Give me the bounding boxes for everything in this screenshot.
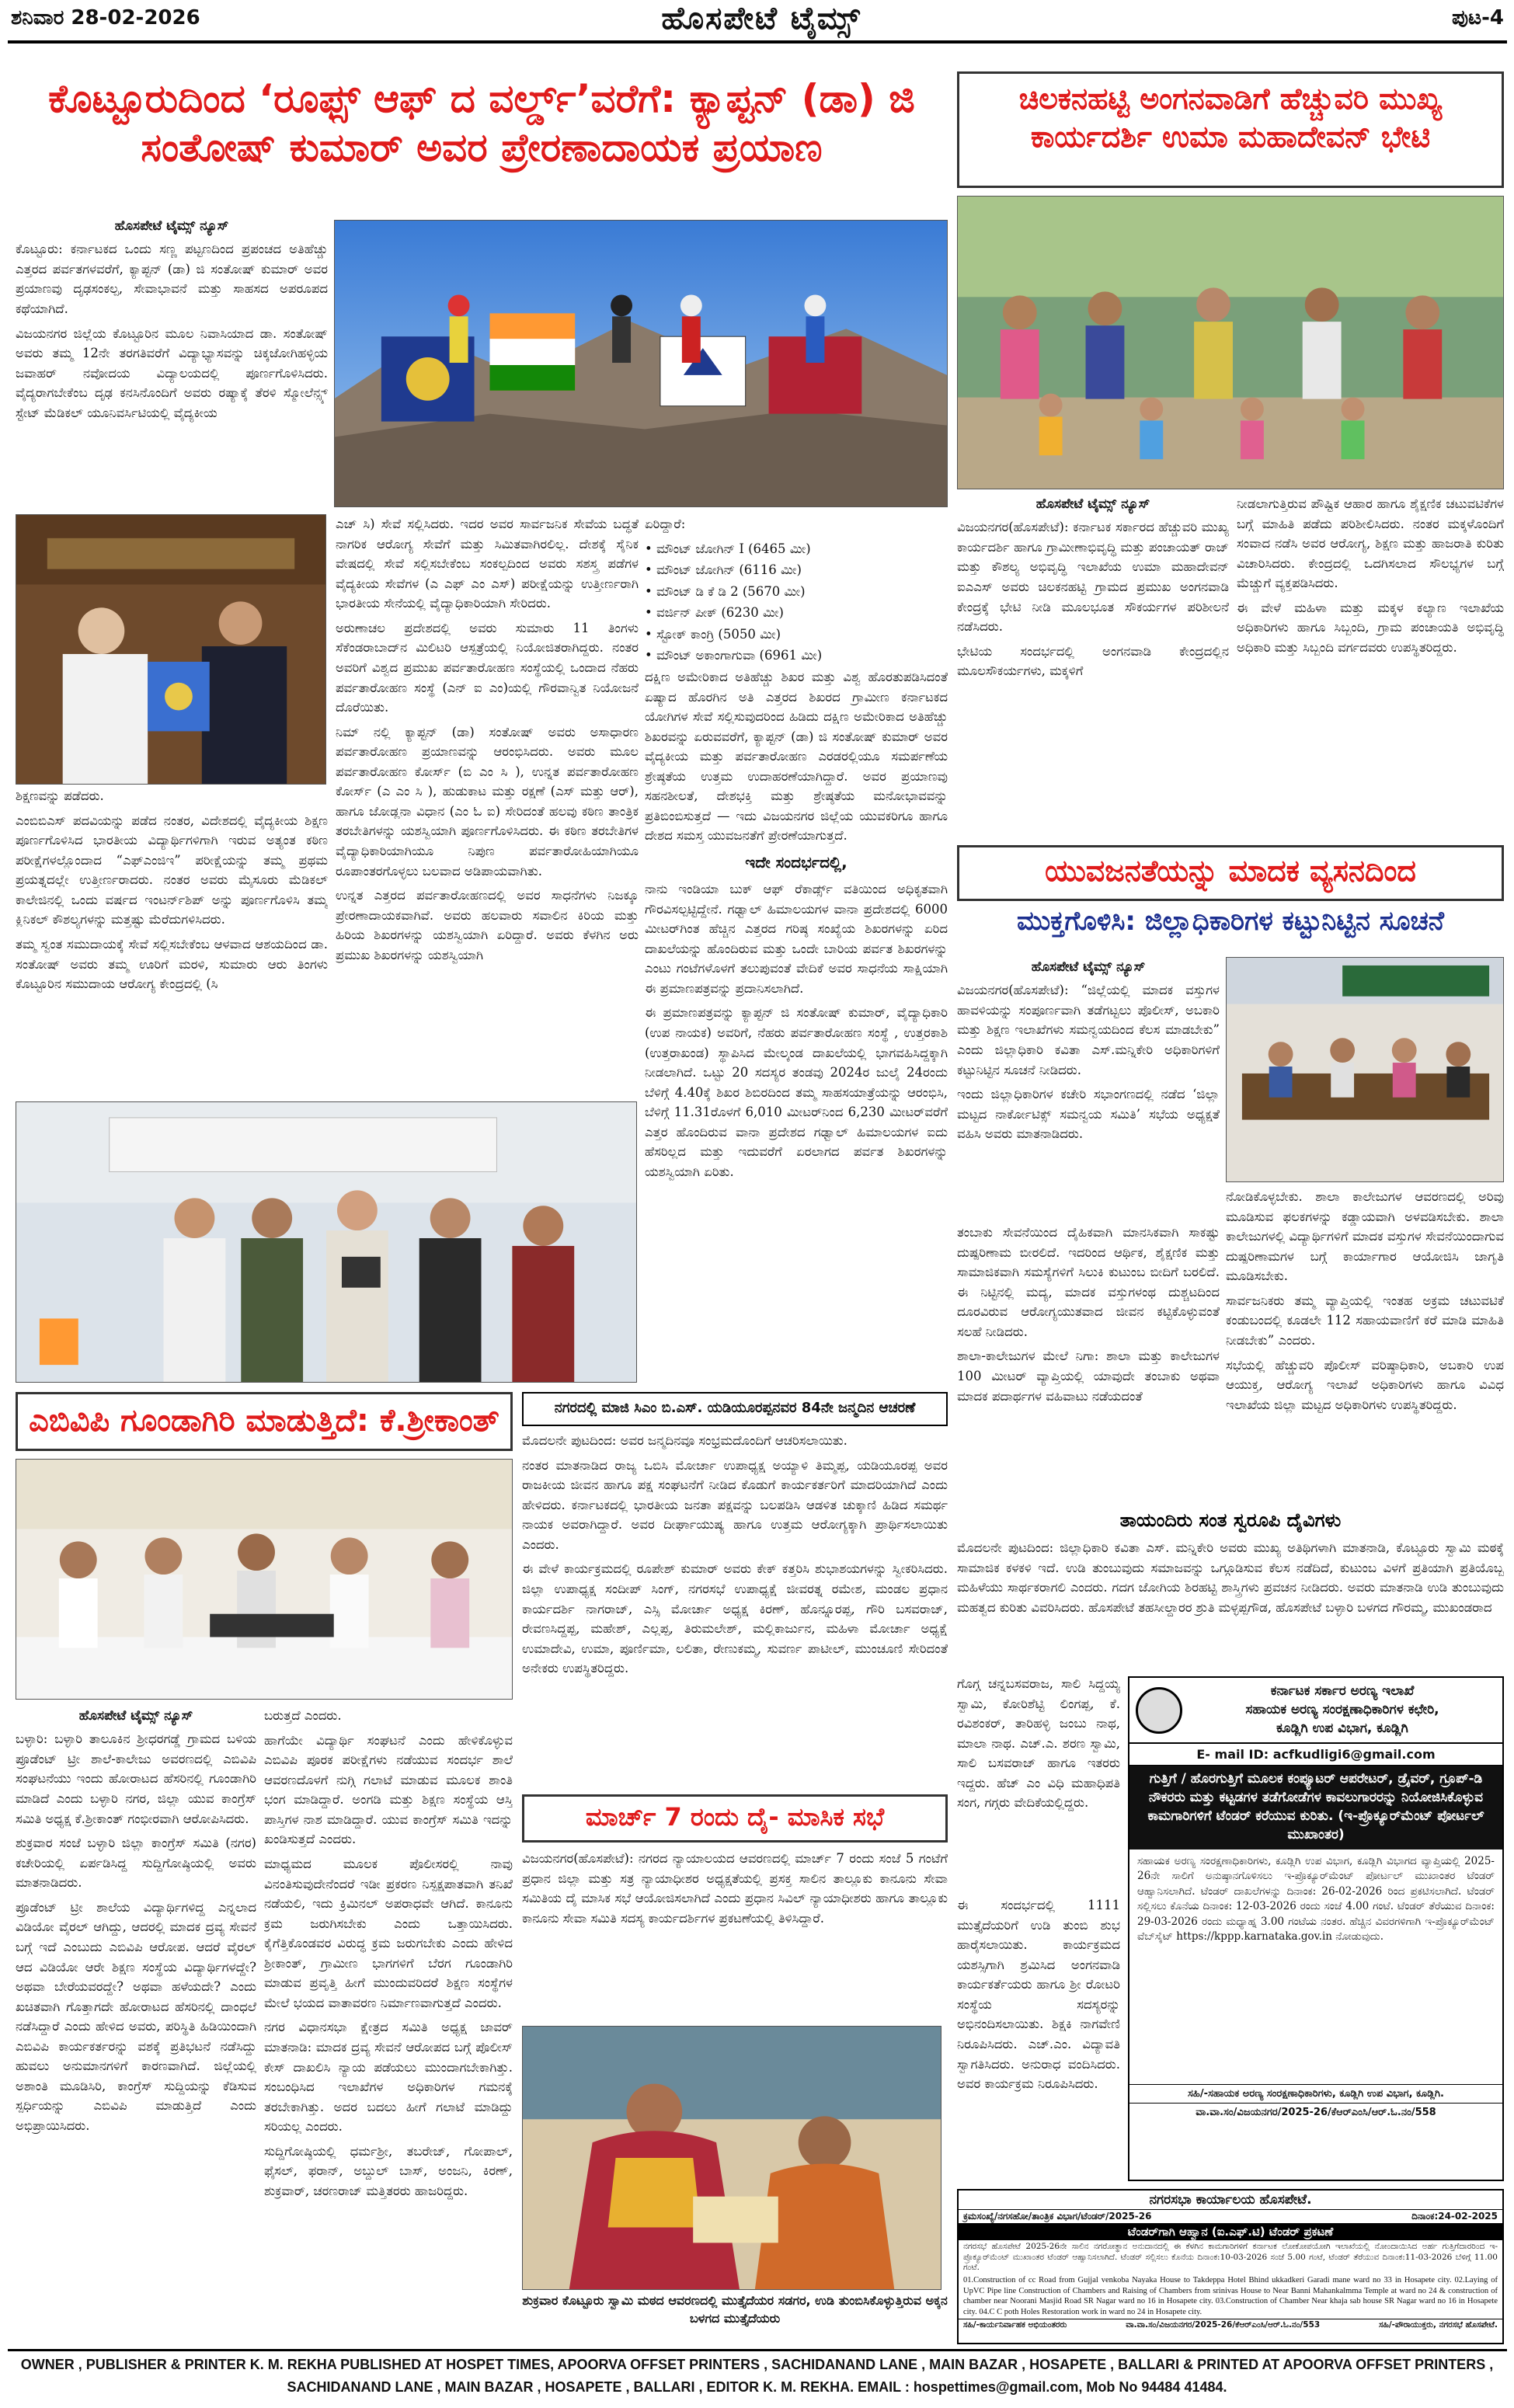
municipal-title: ಟೆಂಡರ್‌ಗಾಗಿ ಆಹ್ವಾನ (ಐ.ಎಫ್.ಟಿ) ಟೆಂಡರ್ ಪ್ರಕಟಣೆ bbox=[959, 2223, 1502, 2240]
article3-para: ವಿಜಯನಗರ(ಹೊಸಪೇಟೆ): “ಜಿಲ್ಲೆಯಲ್ಲಿ ಮಾದಕ ವಸ್ತುಗಳ ಹಾವಳಿಯನ್ನು ಸಂಪೂರ್ಣವಾಗಿ ತಡೆಗಟ್ಟಲು ಪೊಲೀಸ್, ಅಬಕಾರಿ ಮತ್ತು ಶಿಕ್ಷಣ ಇಲಾಖೆಗಳು ಸಮನ್ವಯದಿಂದ ಕೆಲಸ ಮಾಡಬೇಕು” ಎಂದು ಜಿಲ್ಲಾಧಿಕಾರಿ ಕವಿತಾ ಎಸ್.ಮನ್ನಿಕೇರಿ ಅಧಿಕಾರಿಗಳಿಗೆ ಕಟ್ಟುನಿಟ್ಟಿನ ಸೂಚನೆ ನೀಡಿದರು. bbox=[957, 983, 1220, 1077]
article3-names: ಗೊಗ್ಗ ಚನ್ನಬಸವರಾಜ, ಸಾಲಿ ಸಿದ್ದಯ್ಯ ಸ್ವಾಮಿ, ಕೋರಿಶೆಟ್ಟಿ ಲಿಂಗಪ್ಪ, ಕೆ. ರವಿಶಂಕರ್, ತಾರಿಹಳ್ಳಿ ಜಂಬು ನಾಥ, ಮಾಲಾ ನಾಥ. ಎಚ್.ಎ. ಶರಣ ಸ್ವಾಮಿ, ಸಾಲಿ ಬಸವರಾಜ್ ಹಾಗೂ ಇತರರು ಇದ್ದರು. ಹೆಚ್ ಎಂ ವಿಧಿ ಮಹಾಧಿಪತಿ ಸಂಗ, ಗಗ್ಗರು ವೇದಿಕೆಯಲ್ಲಿದ್ದರು. bbox=[957, 1676, 1120, 1811]
article3-headline-top: ಯುವಜನತೆಯನ್ನು ಮಾದಕ ವ್ಯಸನದಿಂದ bbox=[957, 845, 1504, 901]
article1-para: ಅರುಣಾಚಲ ಪ್ರದೇಶದಲ್ಲಿ ಅವರು ಸುಮಾರು 11 ತಿಂಗಳು ಸೆಕೆಂಡರಾಬಾದ್‌ನ ಮಿಲಿಟರಿ ಆಸ್ಪತ್ರೆಯಲ್ಲಿ ನಿಯೋಜಿತರಾಗಿದ್ದರು. ನಂತರ ಅವರಿಗೆ ವಿಶ್ವದ ಪ್ರಮುಖ ಪರ್ವತಾರೋಹಣ ಸಂಸ್ಥೆಯಲ್ಲಿ ಒಂದಾದ ನೆಹರು ಪರ್ವತಾರೋಹಣ ಸಂಸ್ಥೆ (ಎನ್ ಐ ಎಂ)ಯಲ್ಲಿ ಗೌರವಾನ್ವಿತ ನಿಯೋಜನೆ ದೊರೆಯಿತು. bbox=[336, 620, 639, 715]
article1-col1-top bbox=[16, 216, 328, 503]
imprint-footer bbox=[0, 2354, 1514, 2405]
article1-para: ಈ ಪ್ರಮಾಣಪತ್ರವನ್ನು ಕ್ಯಾಪ್ಟನ್ ಜಿ ಸಂತೋಷ್ ಕುಮಾರ್, ವೈದ್ಯಾಧಿಕಾರಿ (ಉಪ ನಾಯಕ) ಅವರಿಗೆ, ನೆಹರು ಪರ್ವತಾರೋಹಣ ಸಂಸ್ಥೆ , ಉತ್ತರಕಾಶಿ (ಉತ್ತರಾಖಂಡ) ಸ್ಥಾಪಿಸಿದ ಮೇಲ್ಕಂಡ ದಾಖಲೆಯಲ್ಲಿ ಭಾಗವಹಿಸಿದ್ದಕ್ಕಾಗಿ ನೀಡಲಾಗಿದೆ. ಒಟ್ಟು 20 ಸದಸ್ಯರ ತಂಡವು 2024ರ ಜುಲೈ 24ರಂದು ಬೆಳಿಗ್ಗೆ 4.40ಕ್ಕೆ ಶಿಖರ ಶಿಬಿರದಿಂದ ತಮ್ಮ ಸಾಹಸಯಾತ್ರೆಯನ್ನು ಆರಂಭಿಸಿ, ಬೆಳಿಗ್ಗೆ 11.31ರೊಳಗೆ 6,010 ಮೀಟರ್‌ನಿಂದ 6,230 ಮೀಟರ್‌ವರೆಗೆ ಎತ್ತರ ಹೊಂದಿರುವ ವಾನಾ ಪ್ರದೇಶದ ಗಢ್ವಾಲ್ ಹಿಮಾಲಯಗಳ ಐದು ಹೆಸರಿಲ್ಲದ ಮತ್ತು ಇದುವರೆಗೆ ಏರಲಾಗದ ಪರ್ವತ ಶಿಖರಗಳನ್ನು ಯಶಸ್ವಿಯಾಗಿ ಏರಿತು. bbox=[645, 1005, 948, 1179]
forest-org-line3: ಕೂಡ್ಲಿಗಿ ಉಪ ವಿಭಾಗ, ಕೂಡ್ಲಿಗಿ bbox=[1276, 1720, 1408, 1736]
udi-ceremony-caption: ಶುಕ್ರವಾರ ಕೊಟ್ಟೂರು ಸ್ವಾಮಿ ಮಠದ ಆವರಣದಲ್ಲಿ ಮುತ್ತೈದೆಯರ ಸಡಗರ, ಉಡಿ ತುಂಬಿಸಿಕೊಳ್ಳುತ್ತಿರುವ ಅಕ್ಕನ ಬಳಗದ ಮುತ್ತೈದೆಯರು bbox=[522, 2293, 948, 2326]
article1-para: ತಮ್ಮ ಸ್ವಂತ ಸಮುದಾಯಕ್ಕೆ ಸೇವೆ ಸಲ್ಲಿಸಬೇಕೆಂಬ ಆಳವಾದ ಆಶಯದಿಂದ ಡಾ. ಸಂತೋಷ್ ಅವರು ತಮ್ಮ ಊರಿಗೆ ಮರಳಿ, ಸುಮಾರು ಆರು ತಿಂಗಳು ಕೊಟ್ಟೂರಿನ ಸಮುದಾಯ ಆರೋಗ್ಯ ಕೇಂದ್ರದಲ್ಲಿ (ಸಿ bbox=[16, 936, 328, 992]
anganwadi-photo bbox=[957, 196, 1504, 489]
forest-email: E- mail ID: acfkudligi6@gmail.com bbox=[1129, 1744, 1502, 1766]
peak-item: • ಸ್ಟೋಕ್ ಕಾಂಗ್ರಿ (5050 ಮೀ) bbox=[645, 626, 781, 642]
narcotics-meeting-photo bbox=[1226, 957, 1504, 1182]
article1-subhead: ಇದೇ ಸಂದರ್ಭದಲ್ಲಿ, bbox=[745, 853, 847, 872]
article1-para: ನಿಮ್ ನಲ್ಲಿ ಕ್ಯಾಪ್ಟನ್ (ಡಾ) ಸಂತೋಷ್ ಅವರು ಅಸಾಧಾರಣ ಪರ್ವತಾರೋಹಣ ಪ್ರಯಾಣವನ್ನು ಆರಂಭಿಸಿದರು. ಅವರು ಮೂಲ ಪರ್ವತಾರೋಹಣ ಕೋರ್ಸ್ (ಬಿ ಎಂ ಸಿ ), ಉನ್ನತ ಪರ್ವತಾರೋಹಣ ಕೋರ್ಸ್ (ಎ ಎಂ ಸಿ ), ಹುಡುಕಾಟ ಮತ್ತು ರಕ್ಷಣೆ (ಎಸ್ ಮತ್ತು ಆರ್), ಹಾಗೂ ಜೋಡ್ಲನಾ ವಿಧಾನ (ಎಂ ಓ ಐ) ಸೇರಿದಂತೆ ಹಲವು ಕಠಿಣ ತಾಂತ್ರಿಕ ತರಬೇತಿಗಳನ್ನು ಯಶಸ್ವಿಯಾಗಿ ಪೂರ್ಣಗೊಳಿಸಿದರು. ಈ ಕಠಿಣ ತರಬೇತಿಗಳ ವೈದ್ಯಾಧಿಕಾರಿಯಾಗಿಯೂ ನಿಪುಣ ಪರ್ವತಾರೋಹಿಯಾಗಿಯೂ ರೂಪಾಂತರಗೊಳ್ಳಲು ಬಲವಾದ ಅಡಿಪಾಯವಾಗಿತು. bbox=[336, 724, 639, 879]
peak-item: • ಮೌಂಟ್ ಡಿ ಕೆ ಡಿ 2 (5670 ಮೀ) bbox=[645, 583, 806, 599]
article2-col1 bbox=[957, 494, 1229, 840]
municipal-date: ದಿನಾಂಕ:24-02-2025 bbox=[1411, 2211, 1498, 2222]
article4-para: ಪ್ರೂಡೆಂಟ್ ಟ್ರೀ ಶಾಲೆಯ ವಿದ್ಯಾರ್ಥಿಗಳಿದ್ದ ಎನ್ನಲಾದ ವಿಡಿಯೋ ವೈರಲ್ ಆಗಿದ್ದು, ಆದರಲ್ಲಿ ಮಾದಕ ದ್ರವ್ಯ ಸೇವನೆ ಬಗ್ಗೆ ಇದೆ ಎಂಬುದು ಎಬಿವಿಪಿ ಆರೋಪ. ಆದರೆ ವೈರಲ್ ಆದ ವಿಡಿಯೋ ಆರೇ ಶಿಕ್ಷಣ ಸಂಸ್ಥೆಯ ವಿದ್ಯಾರ್ಥಿಗಳದ್ದೇ? ಅಥವಾ ಬೇರೆಯವರದ್ದೇ? ಅಥವಾ ಹಳೆಯದೇ? ಎಂದು ಖಚಿತವಾಗಿ ಗೊತ್ತಾಗದೇ ಹೋರಾಟದ ಹೆಸರಿನಲ್ಲಿ ದಾಂಧಲೆ ನಡೆಸಿದ್ದಾರೆ ಎಂದು ಹೇಳಿದ ಅವರು, ಪರಿಸ್ಥಿತಿ ಹಿಡಿಯಿಂದಾಗಿ ಎಬಿವಿಪಿ ಕಾರ್ಯಕರ್ತರನ್ನು ವಶಕ್ಕೆ ಪ್ರತಿಭಟನೆ ನಡೆಸಿದ್ದು ಹುವಲು ಅನುಮಾನಗಳಿಗೆ ಕಾರಣವಾಗಿದೆ. ಜಿಲ್ಲೆಯಲ್ಲಿ ಅಶಾಂತಿ ಮೂಡಿಸಿರಿ, ಕಾಂಗ್ರೆಸ್ ಸುದ್ದಿಯನ್ನು ಕೆಡಿಸುವ ಸ್ಪರ್ಧಿಯನ್ನು ಎಬಿವಿಪಿ ಮಾಡುತ್ತಿದೆ ಎಂದು ಅಭಿಪ್ರಾಯಿಸಿದರು. bbox=[16, 1899, 256, 2134]
article1-byline: ಹೊಸಪೇಟೆ ಟೈಮ್ಸ್ ನ್ಯೂಸ್ bbox=[114, 218, 229, 234]
article2-para: ನೀಡಲಾಗುತ್ತಿರುವ ಪೌಷ್ಟಿಕ ಆಹಾರ ಹಾಗೂ ಶೈಕ್ಷಣಿಕ ಚಟುವಟಿಕೆಗಳ ಬಗ್ಗೆ ಮಾಹಿತಿ ಪಡೆದು ಪರಿಶೀಲಿಸಿದರು. ನಂತರ ಮಕ್ಕಳೊಂದಿಗೆ ಸಂವಾದ ನಡೆಸಿ ಅವರ ಆರೋಗ್ಯ, ಶಿಕ್ಷಣ ಮತ್ತು ಹಾಜರಾತಿ ಕುರಿತು ವಿಚಾರಿಸಿದರು. ಕೇಂದ್ರದಲ್ಲಿ ಒದಗಿಸಲಾದ ಸೌಲಭ್ಯಗಳ ಬಗ್ಗೆ ಮೆಚ್ಚುಗೆ ವ್ಯಕ್ತಪಡಿಸಿದರು. bbox=[1237, 496, 1504, 591]
article3-closing: ಈ ಸಂದರ್ಭದಲ್ಲಿ 1111 ಮುತ್ತೈದೆಯರಿಗೆ ಉಡಿ ತುಂಬಿ ಶುಭ ಹಾರೈಸಲಾಯಿತು. ಕಾರ್ಯಕ್ರಮದ ಯಶಸ್ಸಿಗಾಗಿ ಶ್ರಮಿಸಿದ ಅಂಗನವಾಡಿ ಕಾರ್ಯಕರ್ತೆಯರು ಹಾಗೂ ಶ್ರೀ ರೋಟರಿ ಸಂಸ್ಥೆಯ ಸದಸ್ಯರನ್ನು ಅಭಿನಂದಿಸಲಾಯಿತು. ಶಿಕ್ಷಕಿ ನಾಗವೇಣಿ ನಿರೂಪಿಸಿದರು. ಎಚ್.ಎಂ. ವಿದ್ಯಾವತಿ ಸ್ವಾಗತಿಸಿದರು. ಅನುರಾಧ ವಂದಿಸಿದರು. ಅವರ ಕಾರ್ಯಕ್ರಮ ನಿರೂಪಿಸಿದರು. bbox=[957, 1898, 1120, 2092]
peaks-list bbox=[645, 539, 948, 666]
municipal-sign-right: ಸಹಿ/-ಪೌರಾಯುಕ್ತರು, ನಗರಸಭೆ ಹೊಸಪೇಟೆ. bbox=[1379, 2319, 1498, 2330]
peak-item: • ಮೌಂಟ್ ಜೋಗಿನ್ I (6465 ಮೀ) bbox=[645, 541, 811, 556]
imprint-line1: OWNER , PUBLISHER & PRINTER K. M. REKHA PUBLISHED AT HOSPET TIMES, APOORVA OFFSET PRINTERS , SACHIDANAND LANE , MAIN BAZAR , HOSAPETE , BALLARI & PRINTED AT APOORVA OFFSET PRINTERS , bbox=[20, 2357, 1494, 2372]
article1-headline: ಕೊಟ್ಟೂರುದಿಂದ ‘ರೂಫ್ಸ್ ಆಫ್ ದ ವರ್ಲ್ಡ್’ವರೆಗೆ: ಕ್ಯಾಪ್ಟನ್ (ಡಾ) ಜಿ ಸಂತೋಷ್ ಕುಮಾರ್ ಅವರ ಪ್ರೇರಣಾದಾಯಕ ಪ್ರಯಾಣ bbox=[48, 76, 915, 170]
article3-col1-mid bbox=[957, 1223, 1220, 1506]
article1-para: ಏರಿದ್ದಾರೆ: bbox=[645, 517, 686, 531]
article2-byline: ಹೊಸಪೇಟೆ ಟೈಮ್ಸ್ ನ್ಯೂಸ್ bbox=[1035, 496, 1150, 512]
article5-headline: ನಗರದಲ್ಲಿ ಮಾಜಿ ಸಿಎಂ ಬಿ.ಎಸ್. ಯಡಿಯೂರಪ್ಪನವರ 84ನೇ ಜನ್ಮದಿನ ಆಚರಣೆ bbox=[522, 1392, 948, 1426]
article3-col2 bbox=[1226, 1187, 1504, 1506]
masthead-rule bbox=[8, 40, 1507, 43]
article2-para: ವಿಜಯನಗರ(ಹೊಸಪೇಟೆ): ಕರ್ನಾಟಕ ಸರ್ಕಾರದ ಹೆಚ್ಚುವರಿ ಮುಖ್ಯ ಕಾರ್ಯದರ್ಶಿ ಹಾಗೂ ಗ್ರಾಮೀಣಾಭಿವೃದ್ಧಿ ಮತ್ತು ಪಂಚಾಯತ್ ರಾಜ್ ಮತ್ತು ಕೌಶಲ್ಯ ಅಭಿವೃದ್ಧಿ ಇಲಾಖೆಯ ಉಮಾ ಮಹಾದೇವನ್ ಐಎಎಸ್ ಅವರು ಚಿಲಕನಹಟ್ಟಿ ಗ್ರಾಮದ ಪ್ರಮುಖ ಅಂಗನವಾಡಿ ಕೇಂದ್ರಕ್ಕೆ ಭೇಟಿ ನೀಡಿ ಮೂಲಭೂತ ಸೌಕರ್ಯಗಳ ಪರಿಶೀಲನೆ ನಡೆಸಿದರು. bbox=[957, 520, 1229, 635]
municipal-works: 01.Construction of cc Road from Gujjal venkoba Nayaka House to Takdeppa Hotel Bhind ukkadkeri Garadi mane ward no 33 in Hosapete city. 02.Laying of UpVC Pipe line Construction of Chambers and Raising of Chambers from srinivas House to Near Banni Mahankalmma Temple at ward no 24 & construction of chamber near Noorani Masjid Road SR Nagar ward no 16 in Hosapete city. 03.Construction of Chamber Near khaja sab house SR Nagar ward no 16 in Hosapete city. 04.C C poth Holes Restoration work in ward no 24 in Hosapete city. bbox=[963, 2275, 1498, 2316]
forest-notice: ಗುತ್ತಿಗೆ / ಹೊರಗುತ್ತಿಗೆ ಮೂಲಕ ಕಂಪ್ಯೂಟರ್ ಆಪರೇಟರ್, ಡ್ರೈವರ್, ಗ್ರೂಪ್-ಡಿ ನೌಕರರು ಮತ್ತು ಕಟ್ಟಡಗಳ ತಡೆಗೋಡೆಗಳ ಕಾವಲುಗಾರರನ್ನು ನಿಯೋಜಿಸಿಕೊಳ್ಳುವ ಕಾಮಗಾರಿಗಳಿಗೆ ಟೆಂಡರ್ ಕರೆಯುವ ಕುರಿತು. (ಇ-ಪ್ರೊಕ್ಯೂರ್‌ಮೆಂಟ್ ಪೋರ್ಟಲ್ ಮುಖಾಂತರ) bbox=[1129, 1766, 1502, 1849]
article4-para: ಸುದ್ದಿಗೋಷ್ಠಿಯಲ್ಲಿ ಧರ್ಮಶ್ರೀ, ತಬರೇಜ್, ಗೋಪಾಲ್, ಫೈಸಲ್, ಫರಾನ್, ಅಬ್ದುಲ್ ಬಾಸ್, ಅಂಜನಿ, ಕಿರಣ್, ಶುಕ್ರವಾರ್, ಚರಣರಾಜ್ ಮತ್ತಿತರರು ಹಾಜರಿದ್ದರು. bbox=[264, 2143, 513, 2198]
article1-para: ಕೊಟ್ಟೂರು: ಕರ್ನಾಟಕದ ಒಂದು ಸಣ್ಣ ಪಟ್ಟಣದಿಂದ ಪ್ರಪಂಚದ ಅತಿಹೆಚ್ಚು ಎತ್ತರದ ಪರ್ವತಗಳವರೆಗೆ, ಕ್ಯಾಪ್ಟನ್ (ಡಾ) ಜಿ ಸಂತೋಷ್ ಕುಮಾರ್ ಅವರ ಪ್ರಯಾಣವು ದೃಢಸಂಕಲ್ಪ, ಸೇವಾಭಾವನೆ ಮತ್ತು ಸಾಹಸದ ಅಪರೂಪದ ಕಥೆಯಾಗಿದೆ. bbox=[16, 242, 328, 317]
municipal-tender-ad bbox=[957, 2189, 1504, 2344]
forest-sign: ಸಹಿ/-ಸಹಾಯಕ ಅರಣ್ಯ ಸಂರಕ್ಷಣಾಧಿಕಾರಿಗಳು, ಕೂಡ್ಲಿಗಿ ಉಪ ವಿಭಾಗ, ಕೂಡ್ಲಿಗಿ. bbox=[1129, 2084, 1502, 2103]
article5-para: ಈ ವೇಳೆ ಕಾರ್ಯಕ್ರಮದಲ್ಲಿ ರೂಪೇಶ್ ಕುಮಾರ್ ಅವರು ಕೇಕ್ ಕತ್ತರಿಸಿ ಶುಭಾಶಯಗಳನ್ನು ಸ್ವೀಕರಿಸಿದರು. ಜಿಲ್ಲಾ ಉಪಾಧ್ಯಕ್ಷ ಸಂದೀಪ್ ಸಿಂಗ್, ನಗರಸಭೆ ಉಪಾಧ್ಯಕ್ಷೆ ಜೀವರತ್ನ ರಮೇಶ, ಮಂಡಲ ಪ್ರಧಾನ ಕಾರ್ಯದರ್ಶಿ ನಾಗರಾಜ್, ಎಸ್ಸಿ ಮೋರ್ಚಾ ಅಧ್ಯಕ್ಷ ಕಿರಣ್, ಹೊನ್ನೂರಪ್ಪ, ಗೌರಿ ಬಸವರಾಜ್, ರೇವಣಸಿದ್ದಪ್ಪ, ಮಹೇಶ್, ಎಲ್ಲಪ್ಪ, ತಿರುಮಲೇಶ್, ಮಲ್ಲಿಕಾರ್ಜುನ, ಮಹಿಳಾ ಮೋರ್ಚಾ ಅಧ್ಯಕ್ಷೆ ಉಮಾದೇವಿ, ಉಮಾ, ಪೂರ್ಣಿಮಾ, ಲಲಿತಾ, ರೇಣುಕಮ್ಮ, ಸುವರ್ಣ ಪಾಟೀಲ್, ಮುಂಚೂಣಿ ಸೇರಿದಂತೆ ಅನೇಕರು ಉಪಸ್ಥಿತರಿದ್ದರು. bbox=[522, 1561, 948, 1676]
article3-para: ಇಂದು ಜಿಲ್ಲಾಧಿಕಾರಿಗಳ ಕಚೇರಿ ಸಭಾಂಗಣದಲ್ಲಿ ನಡೆದ ‘ಜಿಲ್ಲಾ ಮಟ್ಟದ ನಾರ್ಕೋಟಿಕ್ಸ್ ಸಮನ್ವಯ ಸಮಿತಿ’ ಸಭೆಯ ಅಧ್ಯಕ್ಷತೆ ವಹಿಸಿ ಅವರು ಮಾತನಾಡಿದರು. bbox=[957, 1087, 1220, 1142]
article5-para: ಮೊದಲನೇ ಪುಟದಿಂದ: ಅವರ ಜನ್ಮದಿನವೂ ಸಂಭ್ರಮದೊಂದಿಗೆ ಆಚರಿಸಲಾಯಿತು. bbox=[522, 1433, 847, 1448]
article3-para: ತಂಬಾಕು ಸೇವನೆಯಿಂದ ದೈಹಿಕವಾಗಿ ಮಾನಸಿಕವಾಗಿ ಸಾಕಷ್ಟು ದುಷ್ಪರಿಣಾಮ ಬೀರಲಿದೆ. ಇದರಿಂದ ಆರ್ಥಿಕ, ಶೈಕ್ಷಣಿಕ ಮತ್ತು ಸಾಮಾಜಿಕವಾಗಿ ಸಮಸ್ಯೆಗಳಿಗೆ ಸಿಲುಕಿ ಕುಟುಂಬ ಬೀದಿಗೆ ಬರಲಿದೆ. ಈ ನಿಟ್ಟಿನಲ್ಲಿ ಮದ್ಯ, ಮಾದಕ ವಸ್ತುಗಳಂಥ ದುಶ್ಚಟದಿಂದ ದೂರವಿರುವ ಆರೋಗ್ಯಯುತವಾದ ಜೀವನ ಕಟ್ಟಿಕೊಳ್ಳುವಂತೆ ಸಲಹೆ ನೀಡಿದರು. bbox=[957, 1225, 1220, 1339]
article3-para: ಸಭೆಯಲ್ಲಿ ಹೆಚ್ಚುವರಿ ಪೊಲೀಸ್ ವರಿಷ್ಠಾಧಿಕಾರಿ, ಅಬಕಾರಿ ಉಪ ಆಯುಕ್ತ, ಆರೋಗ್ಯ ಇಲಾಖೆ ಅಧಿಕಾರಿಗಳು ಹಾಗೂ ವಿವಿಧ ಇಲಾಖೆಯ ಜಿಲ್ಲಾ ಮಟ್ಟದ ಅಧಿಕಾರಿಗಳು ಉಪಸ್ಥಿತರಿದ್ದರು. bbox=[1226, 1357, 1504, 1412]
article4-headline: ಎಬಿವಿಪಿ ಗೂಂಡಾಗಿರಿ ಮಾಡುತ್ತಿದೆ: ಕೆ.ಶ್ರೀಕಾಂತ್ bbox=[16, 1392, 513, 1451]
article6-body: ವಿಜಯನಗರ(ಹೊಸಪೇಟೆ): ನಗರದ ನ್ಯಾಯಾಲಯದ ಆವರಣದಲ್ಲಿ ಮಾರ್ಚ್ 7 ರಂದು ಸಂಜೆ 5 ಗಂಟೆಗೆ ಪ್ರಧಾನ ಜಿಲ್ಲಾ ಮತ್ತು ಸತ್ರ ನ್ಯಾಯಾಧೀಶರ ಅಧ್ಯಕ್ಷತೆಯಲ್ಲಿ ಪ್ರಸಕ್ತ ಸಾಲಿನ ತಾಲ್ಲೂಕು ಕಾನೂನು ಸೇವಾ ಸಮಿತಿಯ ದೈ ಮಾಸಿಕ ಸಭೆ ಆಯೋಜಿಸಲಾಗಿದೆ ಎಂದು ಪ್ರಧಾನ ಸಿವಿಲ್ ನ್ಯಾಯಾಧೀಶರು ಹಾಗೂ ತಾಲ್ಲೂಕು ಕಾನೂನು ಸೇವಾ ಸಮಿತಿ ಸದಸ್ಯ ಕಾರ್ಯದರ್ಶಿಗಳ ಪ್ರಕಟಣೆಯಲ್ಲಿ ತಿಳಿಸಿದ್ದಾರೆ. bbox=[522, 1851, 948, 1926]
summit-photo bbox=[334, 220, 948, 507]
municipal-office: ನಗರಸಭಾ ಕಾರ್ಯಾಲಯ ಹೊಸಪೇಟೆ. bbox=[959, 2191, 1502, 2210]
article4-byline: ಹೊಸಪೇಟೆ ಟೈಮ್ಸ್ ನ್ಯೂಸ್ bbox=[78, 1708, 193, 1724]
article2-para: ಈ ವೇಳೆ ಮಹಿಳಾ ಮತ್ತು ಮಕ್ಕಳ ಕಲ್ಯಾಣ ಇಲಾಖೆಯ ಅಧಿಕಾರಿಗಳು ಹಾಗೂ ಸಿಬ್ಬಂದಿ, ಗ್ರಾಮ ಪಂಚಾಯತಿ ಅಭಿವೃದ್ಧಿ ಅಧಿಕಾರಿ ಮತ್ತು ಸಿಬ್ಬಂದಿ ವರ್ಗದವರು ಉಪಸ್ಥಿತರಿದ್ದರು. bbox=[1237, 600, 1504, 655]
municipal-ref-no: ಕ್ರಮಸಂಖ್ಯೆ/ನಗಸಹೋ/ತಾಂತ್ರಿಕ ವಿಭಾಗ/ಟೆಂಡರ್/2025-26 bbox=[963, 2211, 1152, 2222]
article4-para: ಮಾಧ್ಯಮದ ಮೂಲಕ ಪೊಲೀಸರಲ್ಲಿ ನಾವು ವಿನಂತಿಸುವುದೇನೆಂದರೆ ಇಡೀ ಪ್ರಕರಣ ನಿಸ್ಪಕ್ಷಪಾತವಾಗಿ ತನಿಖೆ ನಡೆಯಲಿ, ಇದು ಕ್ರಿಮಿನಲ್ ಅಪರಾಧವೇ ಆಗಿದೆ. ಕಾನೂನು ಕ್ರಮ ಜರುಗಿಸಬೇಕು ಎಂದು ಒತ್ತಾಯಿಸಿದರು. ಕೈಗೆತ್ತಿಕೊಂಡವರ ವಿರುದ್ಧ ಕ್ರಮ ಜರುಗಬೇಕು ಎಂದು ಹೇಳಿದ ಶ್ರೀಕಾಂತ್, ಗ್ರಾಮೀಣ ಭಾಗಗಳಿಗೆ ಬೆರಗ ಗೂಂಡಾಗಿರಿ ಮಾಡುವ ಪ್ರವೃತ್ತಿ ಹೀಗೆ ಮುಂದುವರಿದರೆ ಶಿಕ್ಷಣ ಸಂಸ್ಥೆಗಳ ಮೇಲೆ ಭಯದ ವಾತಾವರಣ ನಿರ್ಮಾಣವಾಗುತ್ತದೆ ಎಂದರು. bbox=[264, 1856, 513, 2010]
forest-body: ಸಹಾಯಕ ಅರಣ್ಯ ಸಂರಕ್ಷಣಾಧಿಕಾರಿಗಳು, ಕೂಡ್ಲಿಗಿ ಉಪ ವಿಭಾಗ, ಕೂಡ್ಲಿಗಿ ವಿಭಾಗದ ವ್ಯಾಪ್ತಿಯಲ್ಲಿ 2025-26ನೇ ಸಾಲಿಗೆ ಅನುಷ್ಠಾನಗೊಳಿಸಲು ಇ-ಪ್ರೊಕ್ಯೂರ್‌ಮೆಂಟ್ ಪೋರ್ಟಲ್ ಮುಖಾಂತರ ಟೆಂಡರ್ ಆಹ್ವಾನಿಸಲಾಗಿದೆ. ಟೆಂಡರ್ ದಾಖಲೆಗಳನ್ನು ದಿನಾಂಕ: 26-02-2026 ರಿಂದ ಪ್ರಕಟಿಸಲಾಗಿದೆ. ಟೆಂಡರ್ ಸಲ್ಲಿಸಲು ಕೊನೆಯ ದಿನಾಂಕ: 12-03-2026 ರಂದು ಸಂಜೆ 4.00 ಗಂಟೆ. ಟೆಂಡರ್ ತೆರೆಯುವ ದಿನಾಂಕ: 29-03-2026 ರಂದು ಮಧ್ಯಾಹ್ನ 3.00 ಗಂಟೆಯ ನಂತರ. ಹೆಚ್ಚಿನ ವಿವರಗಳಿಗಾಗಿ ಇ-ಪ್ರೊಕ್ಯೂರ್‌ಮೆಂಟ್ ವೆಬ್‌ಸೈಟ್ https://kppp.karnataka.gov.in ನೋಡುವುದು. bbox=[1137, 1854, 1495, 1943]
newspaper-title: ಹೊಸಪೇಟೆ ಟೈಮ್ಸ್ bbox=[661, 0, 861, 37]
meeting-photo bbox=[16, 514, 326, 785]
article3-continued: ಮೊದಲನೇ ಪುಟದಿಂದ: ಜಿಲ್ಲಾಧಿಕಾರಿ ಕವಿತಾ ಎಸ್. ಮನ್ನಿಕೇರಿ ಅವರು ಮುಖ್ಯ ಅತಿಥಿಗಳಾಗಿ ಮಾತನಾಡಿ, ಕೊಟ್ಟೂರು ಸ್ವಾಮಿ ಮಠಕ್ಕೆ ಸಾಮಾಜಿಕ ಕಳಕಳಿ ಇದೆ. ಉಡಿ ತುಂಬುವುದು ಸಮಾಜವನ್ನು ಒಗ್ಗೂಡಿಸುವ ಕೆಲಸ ನಡೆದಿದೆ, ಕುಟುಂಬ ವಿಳಗೆ ಪ್ರತಿಯಾಗಿ ಪ್ರತಿಯೊಬ್ಬ ಮಹಿಳೆಯು ಸಾರ್ಥಕರಾಗಲಿ ಎಂದರು. ಗದಗ ಜೋಗಿಯ ಶಿರಹಟ್ಟಿ ಶಾಸ್ತ್ರಿಗಳು ಪ್ರವಚನ ನೀಡಿದರು. ಅವರು ಮಾತನಾಡಿ ಉಡಿ ತುಂಬುವುದು ಮಹತ್ವದ ಕುರಿತು ವಿವರಿಸಿದರು. ಹೊಸಪೇಟೆ ತಹಸೀಲ್ದಾರರ ಶ್ರುತಿ ಮಳ್ಳಪ್ಪಗೌಡ, ಹೊಸಪೇಟೆ ಬಳ್ಳಾರಿ ಬಳಗದ ಗೌರಮ್ಮ, ಮುಖಂಡರಾದ bbox=[957, 1540, 1504, 1615]
article1-para: ಉನ್ನತ ಎತ್ತರದ ಪರ್ವತಾರೋಹಣದಲ್ಲಿ ಅವರ ಸಾಧನೆಗಳು ನಿಜಕ್ಕೂ ಪ್ರೇರಣಾದಾಯಕವಾಗಿವೆ. ಅವರು ಹಲವಾರು ಸವಾಲಿನ ಕಿರಿಯ ಮತ್ತು ಹಿರಿಯ ಶಿಖರಗಳನ್ನು ಯಶಸ್ವಿಯಾಗಿ ಏರಿದ್ದಾರೆ. ಅವರು ಕೆಳಗಿನ ಅರು ಪ್ರಮುಖ ಶಿಖರಗಳನ್ನು ಯಶಸ್ವಿಯಾಗಿ bbox=[336, 888, 639, 962]
municipal-sign-mid: ವಾ.ವಾ.ಸಂ/ವಿಜಯನಗರ/2025-26/ಕೆಆರ್‌ಎಂಸಿ/ಆರ್.ಓ.ನಂ/553 bbox=[1126, 2319, 1321, 2330]
issue-date: ಶನಿವಾರ 28-02-2026 bbox=[11, 6, 200, 30]
article5-body bbox=[522, 1431, 948, 1788]
article2-para: ಭೇಟಿಯ ಸಂದರ್ಭದಲ್ಲಿ ಅಂಗನವಾಡಿ ಕೇಂದ್ರದಲ್ಲಿನ ಮೂಲಸೌಕರ್ಯಗಳು, ಮಕ್ಕಳಿಗೆ bbox=[957, 643, 1229, 679]
article1-col3 bbox=[645, 514, 948, 1383]
govt-emblem-icon bbox=[1136, 1687, 1182, 1734]
article3-para: ಶಾಲಾ-ಕಾಲೇಜುಗಳ ಮೇಲೆ ನಿಗಾ: ಶಾಲಾ ಮತ್ತು ಕಾಲೇಜುಗಳ 100 ಮೀಟರ್ ವ್ಯಾಪ್ತಿಯಲ್ಲಿ ಯಾವುದೇ ತಂಬಾಕು ಅಥವಾ ಮಾದಕ ಪದಾರ್ಥಗಳ ವಹಿವಾಟು ನಡೆಯದಂತೆ bbox=[957, 1348, 1220, 1404]
article1-para: ಎಂಬಿಬಿಎಸ್ ಪದವಿಯನ್ನು ಪಡೆದ ನಂತರ, ವಿದೇಶದಲ್ಲಿ ವೈದ್ಯಕೀಯ ಶಿಕ್ಷಣ ಪೂರ್ಣಗೊಳಿಸಿದ ಭಾರತೀಯ ವಿದ್ಯಾರ್ಥಿಗಳಿಗಾಗಿ ಇರುವ ಅತ್ಯಂತ ಕಠಿಣ ಪರೀಕ್ಷೆಗಳಲ್ಲೊಂದಾದ “ಎಫ್‌ಎಂಜಿಇ” ಪರೀಕ್ಷೆಯನ್ನು ತಮ್ಮ ಪ್ರಥಮ ಪ್ರಯತ್ನದಲ್ಲೇ ಉತ್ತೀರ್ಣರಾದರು. ನಂತರ ಅವರು ಮೈಸೂರು ಮೆಡಿಕಲ್ ಕಾಲೇಜಿನಲ್ಲಿ ಒಂದು ವರ್ಷದ ಇಂಟರ್ನ್‌ಶಿಪ್ ಅನ್ನು ಪೂರ್ಣಗೊಳಿಸಿ ತಮ್ಮ ಕ್ಲಿನಿಕಲ್ ಕೌಶಲ್ಯಗಳನ್ನು ಮತ್ತಷ್ಟು ಮೆರೆದುಗಳಿಸಿದರು. bbox=[16, 813, 328, 927]
article2-headline: ಚಿಲಕನಹಟ್ಟಿ ಅಂಗನವಾಡಿಗೆ ಹೆಚ್ಚುವರಿ ಮುಖ್ಯ ಕಾರ್ಯದರ್ಶಿ ಉಮಾ ಮಹಾದೇವನ್ ಭೇಟಿ bbox=[957, 71, 1504, 188]
article1-para: ದಕ್ಷಿಣ ಅಮೇರಿಕಾದ ಅತಿಹೆಚ್ಚು ಶಿಖರ ಮತ್ತು ವಿಶ್ವ ಹೊರತುಪಡಿಸಿದಂತೆ ಏಷ್ಯಾದ ಹೊರಗಿನ ಅತಿ ಎತ್ತರದ ಶಿಖರದ ಗ್ರಾಮೀಣ ಕರ್ನಾಟಕದ ಯೋಗಿಗಳ ಸೇವೆ ಸಲ್ಲಿಸುವುದರಿಂದ ಹಿಡಿದು ದಕ್ಷಿಣ ಅಮೇರಿಕಾದ ಅತಿಹೆಚ್ಚು ಶಿಖರವನ್ನು ಏರುವವರೆಗೆ, ಕ್ಯಾಪ್ಟನ್ (ಡಾ) ಜಿ ಸಂತೋಷ್ ಕುಮಾರ್ ಅವರ ವೈದ್ಯಕೀಯ ಮತ್ತು ಪರ್ವತಾರೋಹಣ ಎರಡರಲ್ಲಿಯೂ ಸಮರ್ಪಣೆಯ ಶ್ರೇಷ್ಠತೆಯ ಉತ್ತಮ ಉದಾಹರಣೆಯಾಗಿದ್ದಾರೆ. ಅವರ ಪ್ರಯಾಣವು ಸಹನಶೀಲತೆ, ದೇಶಭಕ್ತಿ ಮತ್ತು ಶ್ರೇಷ್ಠತೆಯ ಮನೋಭಾವವನ್ನು ಪ್ರತಿಬಿಂಬಿಸುತ್ತದೆ — ಇದು ವಿಜಯನಗರ ಜಿಲ್ಲೆಯ ಯುವಕರಿಗೂ ಹಾಗೂ ದೇಶದ ಸಮಸ್ತ ಯುವಜನತೆಗೆ ಪ್ರೇರಣೆಯಾಗುತ್ತದೆ. bbox=[645, 669, 948, 844]
article6-headline: ಮಾರ್ಚ್ 7 ರಂದು ದೈ- ಮಾಸಿಕ ಸಭೆ bbox=[522, 1794, 948, 1843]
press-meet-photo bbox=[16, 1459, 513, 1700]
article3-subhead: ತಾಯಂದಿರು ಸಂತ ಸ್ವರೂಪಿ ದೈವಿಗಳು bbox=[1119, 1509, 1342, 1531]
forest-ref: ವಾ.ವಾ.ಸಂ/ವಿಜಯನಗರ/2025-26/ಕೆಆರ್‌ಎಂಸಿ/ಆರ್.ಓ.ನಂ/558 bbox=[1129, 2103, 1502, 2121]
article1-para: ವಿಜಯನಗರ ಜಿಲ್ಲೆಯ ಕೊಟ್ಟೂರಿನ ಮೂಲ ನಿವಾಸಿಯಾದ ಡಾ. ಸಂತೋಷ್ ಅವರು ತಮ್ಮ 12ನೇ ತರಗತಿವರೆಗೆ ವಿದ್ಯಾಭ್ಯಾಸವನ್ನು ಚಿಕ್ಕಜೋಗಿಹಳ್ಳಿಯ ಜವಾಹರ್ ನವೋದಯ ವಿದ್ಯಾಲಯದಲ್ಲಿ ಪೂರ್ಣಗೊಳಿಸಿದರು. ವೈದ್ಯರಾಗಬೇಕೆಂಬ ದೃಢ ಕನಸಿನೊಂದಿಗೆ ಅವರು ರಷ್ಯಾಕ್ಕೆ ತೆರಳಿ ಸ್ಮೋಲೆನ್ಸ್ಕ್ ಸ್ಟೇಟ್ ಮೆಡಿಕಲ್ ಯೂನಿವರ್ಸಿಟಿಯಲ್ಲಿ ವೈದ್ಯಕೀಯ bbox=[16, 325, 328, 420]
article4-para: ನಗರ ವಿಧಾನಸಭಾ ಕ್ಷೇತ್ರದ ಸಮಿತಿ ಅಧ್ಯಕ್ಷ ಜಾವರ್ ಮಾತನಾಡಿ: ಮಾದಕ ದ್ರವ್ಯ ಸೇವನೆ ಆರೋಪದ ಬಗ್ಗೆ ಪೊಲೀಸ್ ಕೇಸ್ ದಾಖಲಿಸಿ ನ್ಯಾಯ ಪಡೆಯಲು ಮುಂದಾಗಬೇಕಾಗಿತ್ತು. ಸಂಬಂಧಿಸಿದ ಇಲಾಖೆಗಳ ಅಧಿಕಾರಿಗಳ ಗಮನಕ್ಕೆ ತರಬೇಕಾಗಿತ್ತು. ಅದರ ಬದಲು ಹೀಗೆ ಗಲಾಟೆ ಮಾಡಿದ್ದು ಸರಿಯಲ್ಲ ಎಂದರು. bbox=[264, 2020, 513, 2135]
article3-col1-top bbox=[957, 957, 1220, 1221]
article1-col2 bbox=[336, 514, 639, 1093]
article4-para: ಹಾಗೆಯೇ ವಿದ್ಯಾರ್ಥಿ ಸಂಘಟನೆ ಎಂದು ಹೇಳಿಕೊಳ್ಳುವ ಎಬಿವಿಪಿ ಪೂರಕ ಪರೀಕ್ಷೆಗಳು ನಡೆಯುವ ಸಂದರ್ಭ ಶಾಲೆ ಆವರಣದೊಳಗೆ ನುಗ್ಗಿ ಗಲಾಟೆ ಮಾಡುವ ಮೂಲಕ ಶಾಂತಿ ಭಂಗ ಮಾಡಿದ್ದಾರೆ. ಅಂಗಡಿ ಮತ್ತು ಶಿಕ್ಷಣ ಸಂಸ್ಥೆಯ ಆಸ್ತಿ ಪಾಸ್ತಿಗಳ ನಾಶ ಮಾಡಿದ್ದಾರೆ. ಯುವ ಕಾಂಗ್ರೆಸ್ ಸಮಿತಿ ಇದನ್ನು ಖಂಡಿಸುತ್ತದೆ ಎಂದರು. bbox=[264, 1732, 513, 1847]
udi-ceremony-photo bbox=[522, 2026, 941, 2290]
peak-item: • ಮೌಂಟ್ ಜೋಗಿನ್ (6116 ಮೀ) bbox=[645, 562, 802, 578]
article4-para: ಬಳ್ಳಾರಿ: ಬಳ್ಳಾರಿ ತಾಲೂಕಿನ ಶ್ರೀಧರಗಡ್ಡೆ ಗ್ರಾಮದ ಬಳಿಯ ಪ್ರೂಡೆಂಟ್ ಟ್ರೀ ಶಾಲೆ-ಕಾಲೇಜು ಅವರಣದಲ್ಲಿ ಎಬಿವಿಪಿ ಸಂಘಟನೆಯು ಇಂದು ಹೋರಾಟದ ಹೆಸರಿನಲ್ಲಿ ಗೂಂಡಾಗಿರಿ ಮಾಡಿದೆ ಎಂದು ಬಳ್ಳಾರಿ ನಗರ, ಜಿಲ್ಲಾ ಯುವ ಕಾಂಗ್ರೆಸ್ ಸಮಿತಿ ಅಧ್ಯಕ್ಷ ಕೆ.ಶ್ರೀಕಾಂತ್ ಗಂಭೀರವಾಗಿ ಆರೋಪಿಸಿದರು. bbox=[16, 1731, 256, 1826]
article3-headline-bottom: ಮುಕ್ತಗೊಳಿಸಿ: ಜಿಲ್ಲಾಧಿಕಾರಿಗಳ ಕಟ್ಟುನಿಟ್ಟಿನ ಸೂಚನೆ bbox=[1017, 906, 1444, 937]
article3-byline: ಹೊಸಪೇಟೆ ಟೈಮ್ಸ್ ನ್ಯೂಸ್ bbox=[1031, 959, 1146, 975]
article3-para: ಸಾರ್ವಜನಿಕರು ತಮ್ಮ ವ್ಯಾಪ್ತಿಯಲ್ಲಿ ಇಂತಹ ಅಕ್ರಮ ಚಟುವಟಿಕೆ ಕಂಡುಬಂದಲ್ಲಿ ಕೂಡಲೇ 112 ಸಹಾಯವಾಣಿಗೆ ಕರೆ ಮಾಡಿ ಮಾಹಿತಿ ನೀಡಬೇಕು” ಎಂದರು. bbox=[1226, 1293, 1504, 1348]
forest-tender-ad bbox=[1128, 1676, 1504, 2181]
page-number: ಪುಟ-4 bbox=[1451, 6, 1504, 30]
article5-para: ನಂತರ ಮಾತನಾಡಿದ ರಾಜ್ಯ ಒಬಿಸಿ ಮೋರ್ಚಾ ಉಪಾಧ್ಯಕ್ಷ ಅಯ್ಯಾಳಿ ತಿಮ್ಮಪ್ಪ, ಯಡಿಯೂರಪ್ಪ ಅವರ ರಾಜಕೀಯ ಜೀವನ ಹಾಗೂ ಪಕ್ಷ ಸಂಘಟನೆಗೆ ನೀಡಿದ ಕೊಡುಗೆ ಕಾರ್ಯಕರ್ತರಿಗೆ ಮಾದರಿಯಾಗಿದೆ ಎಂದು ಹೇಳಿದರು. ಕರ್ನಾಟಕದಲ್ಲಿ ಭಾರತೀಯ ಜನತಾ ಪಕ್ಷವನ್ನು ಬಲಪಡಿಸಿ ಆಡಳಿತ ಚುಕ್ಕಾಣಿ ಹಿಡಿದ ಸಮರ್ಥ ನಾಯಕ ಅವರಾಗಿದ್ದಾರೆ. ಅವರ ದೀರ್ಘಾಯುಷ್ಯ ಹಾಗೂ ಉತ್ತಮ ಆರೋಗ್ಯಕ್ಕಾಗಿ ಪ್ರಾರ್ಥಿಸಲಾಯಿತು ಎಂದರು. bbox=[522, 1457, 948, 1552]
imprint-line2: SACHIDANAND LANE , MAIN BAZAR , HOSAPETE , BALLARI , EDITOR K. M. REKHA. EMAIL : hospettimes@gmail.com, Mob No 94484 41484. bbox=[287, 2378, 1227, 2395]
forest-org-line1: ಕರ್ನಾಟಕ ಸರ್ಕಾರ ಅರಣ್ಯ ಇಲಾಖೆ bbox=[1270, 1683, 1415, 1699]
article4-col2 bbox=[264, 1706, 513, 2343]
article3-para: ನೋಡಿಕೊಳ್ಳಬೇಕು. ಶಾಲಾ ಕಾಲೇಜುಗಳ ಆವರಣದಲ್ಲಿ ಅರಿವು ಮೂಡಿಸುವ ಫಲಕಗಳನ್ನು ಕಡ್ಡಾಯವಾಗಿ ಅಳವಡಿಸಬೇಕು. ಶಾಲಾ ಕಾಲೇಜುಗಳಲ್ಲಿ ವಿದ್ಯಾರ್ಥಿಗಳಿಗೆ ಮಾದಕ ವಸ್ತುಗಳ ಸೇವನೆಯಿಂದಾಗುವ ದುಷ್ಪರಿಣಾಮಗಳ ಬಗ್ಗೆ ಕಾರ್ಯಾಗಾರ ಆಯೋಜಿಸಿ ಜಾಗೃತಿ ಮೂಡಿಸಬೇಕು. bbox=[1226, 1189, 1504, 1284]
award-ceremony-photo bbox=[16, 1101, 637, 1383]
forest-org-line2: ಸಹಾಯಕ ಅರಣ್ಯ ಸಂರಕ್ಷಣಾಧಿಕಾರಿಗಳ ಕಛೇರಿ, bbox=[1245, 1701, 1439, 1717]
article1-para: ಶಿಕ್ಷಣವನ್ನು ಪಡೆದರು. bbox=[16, 788, 104, 803]
article1-para: ನಾನು ಇಂಡಿಯಾ ಬುಕ್ ಆಫ್ ರೆಕಾರ್ಡ್ಸ್ ವತಿಯಿಂದ ಅಧಿಕೃತವಾಗಿ ಗೌರವಿಸಲ್ಪಟ್ಟಿದ್ದೇನೆ. ಗಢ್ವಾಲ್ ಹಿಮಾಲಯಗಳ ವಾನಾ ಪ್ರದೇಶದಲ್ಲಿ 6000 ಮೀಟರ್‌ಗಿಂತ ಹೆಚ್ಚಿನ ಎತ್ತರದ ಗರಿಷ್ಠ ಸಂಖ್ಯೆಯ ಶಿಖರಗಳನ್ನು ಏರಿದ ದಾಖಲೆಯನ್ನು ಹೊಂದಿರುವ ಮತ್ತು ಒಂದೇ ಬಾರಿಯ ಪರ್ವತ ಶಿಖರಗಳನ್ನು ಎಂಟು ಗಂಟೆಗಳೊಳಗೆ ತಲುಪುವಂತೆ ವೇದಿಕೆ ಅವರ ಸಾಧನೆಯ ಸಾಕ್ಷಿಯಾಗಿ ಈ ಪ್ರಮಾಣಪತ್ರವನ್ನು ಪ್ರದಾನಿಸಲಾಗಿದೆ. bbox=[645, 882, 948, 996]
article4-para: ಶುಕ್ರವಾರ ಸಂಜೆ ಬಳ್ಳಾರಿ ಜಿಲ್ಲಾ ಕಾಂಗ್ರೆಸ್ ಸಮಿತಿ (ನಗರ) ಕಚೇರಿಯಲ್ಲಿ ಏರ್ಪಡಿಸಿದ್ದ ಸುದ್ದಿಗೋಷ್ಠಿಯಲ್ಲಿ ಅವರು ಮಾತನಾಡಿದರು. bbox=[16, 1836, 256, 1891]
article1-para: ಎಚ್ ಸಿ) ಸೇವೆ ಸಲ್ಲಿಸಿದರು. ಇದರ ಅವರ ಸಾರ್ವಜನಿಕ ಸೇವೆಯ ಬದ್ಧತೆ ನಾಗರಿಕ ಆರೋಗ್ಯ ಸೇವೆಗೆ ಮತ್ತು ಸಿಮಿತವಾಗಿರಲಿಲ್ಲ. ದೇಶಕ್ಕೆ ಸೈನಿಕ ವೇಷದಲ್ಲಿ ಸೇವೆ ಸಲ್ಲಿಸಬೇಕೆಂಬ ಸಂಕಲ್ಪದಿಂದ ಅವರು ಸಶಸ್ತ್ರ ಪಡೆಗಳ ವೈದ್ಯಕೀಯ ಸೇವೆಗಳ (ಎ ಎಫ್ ಎಂ ಎಸ್) ಪರೀಕ್ಷೆಯನ್ನು ಉತ್ತೀರ್ಣರಾಗಿ ಭಾರತೀಯ ಸೇನೆಯಲ್ಲಿ ವೈದ್ಯಾಧಿಕಾರಿಯಾಗಿ ಸೇರಿದರು. bbox=[336, 517, 639, 611]
peak-item: • ಮೌಂಟ್ ಅಕಾಂಗಾಗುವಾ (6961 ಮೀ) bbox=[645, 648, 823, 663]
municipal-body: ನಗರಸಭೆ ಹೊಸಪೇಟೆ 2025-26ನೇ ಸಾಲಿನ ನಗರೋತ್ಥಾನ ಅನುದಾನದಲ್ಲಿ ಈ ಕೆಳಗಿನ ಕಾಮಗಾರಿಗಳಿಗೆ ಕರ್ನಾಟಕ ಲೋಕೋಪಯೋಗಿ ಇಲಾಖೆಯಲ್ಲಿ ನೋಂದಾಯಿಸಿದ ಅರ್ಹ ಗುತ್ತಿಗೆದಾರರಿಂದ ಇ-ಪ್ರೊಕ್ಯೂರ್‌ಮೆಂಟ್ ಮುಖಾಂತರ ಟೆಂಡರ್ ಆಹ್ವಾನಿಸಲಾಗಿದೆ. ಟೆಂಡರ್ ಸಲ್ಲಿಸಲು ಕೊನೆಯ ದಿನಾಂಕ:10-03-2026 ಸಂಜೆ 5.00 ಗಂಟೆ, ಟೆಂಡರ್ ತೆರೆಯುವ ದಿನಾಂಕ:11-03-2026 ಬೆಳಿಗ್ಗೆ 11.00 ಗಂಟೆ. bbox=[963, 2242, 1498, 2273]
peak-item: • ವರ್ಜಿನ್ ಪೀಕ್ (6230 ಮೀ) bbox=[645, 605, 784, 621]
article2-col2 bbox=[1237, 494, 1504, 840]
municipal-sign-left: ಸಹಿ/-ಕಾರ್ಯನಿರ್ವಾಹಕ ಅಭಿಯಂತರರು bbox=[963, 2319, 1067, 2330]
article4-para: ಬರುತ್ತದೆ ಎಂದರು. bbox=[264, 1708, 342, 1723]
article1-col1-bottom bbox=[16, 786, 328, 1093]
article4-col1 bbox=[16, 1706, 256, 2343]
footer-rule bbox=[8, 2349, 1507, 2351]
